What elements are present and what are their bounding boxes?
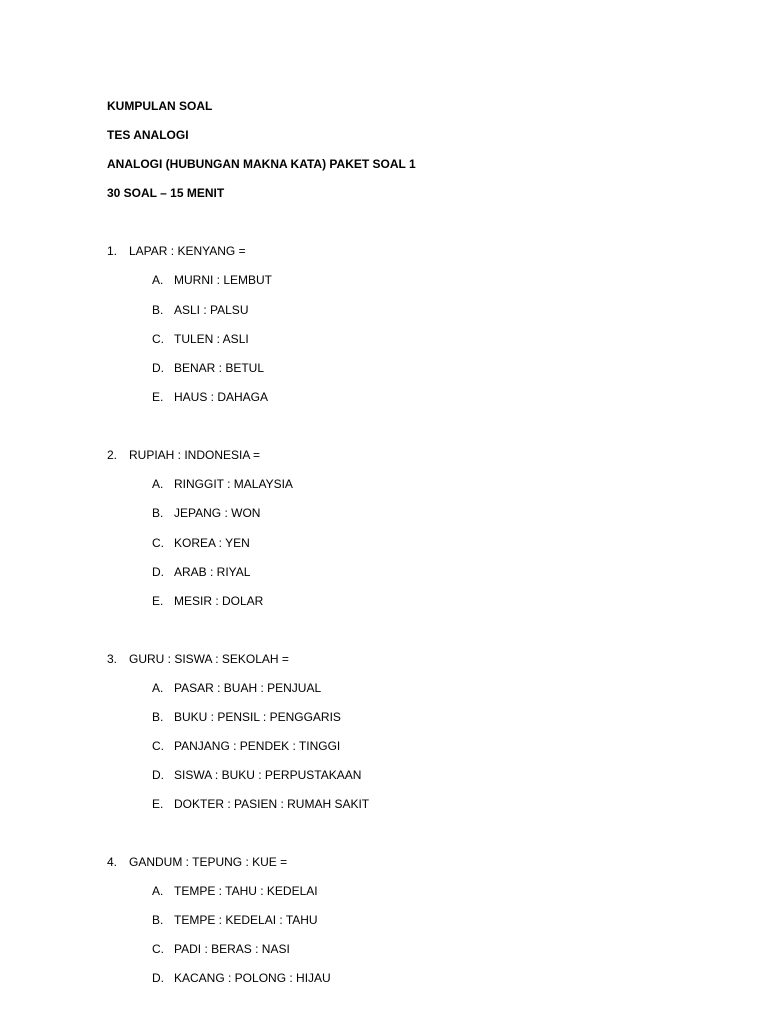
question-text: GURU : SISWA : SEKOLAH = (129, 652, 289, 666)
question-text: RUPIAH : INDONESIA = (129, 448, 261, 462)
option-letter: E. (152, 797, 164, 811)
option-text: TEMPE : KEDELAI : TAHU (174, 913, 318, 927)
option-letter: E. (152, 594, 164, 608)
option-letter: A. (152, 681, 164, 695)
option-text: BENAR : BETUL (174, 361, 265, 375)
option-letter: A. (152, 477, 164, 491)
option-1c (152, 332, 249, 346)
option-3a (152, 681, 321, 695)
option-letter: A. (152, 884, 164, 898)
option-text: SISWA : BUKU : PERPUSTAKAAN (174, 768, 362, 782)
question-1 (107, 244, 246, 258)
option-text: JEPANG : WON (174, 506, 261, 520)
option-letter: B. (152, 303, 164, 317)
option-3e (152, 797, 369, 811)
option-text: DOKTER : PASIEN : RUMAH SAKIT (174, 797, 370, 811)
option-text: RINGGIT : MALAYSIA (174, 477, 293, 491)
option-text: ASLI : PALSU (174, 303, 249, 317)
option-letter: D. (152, 768, 164, 782)
option-1e (152, 390, 268, 404)
option-3d (152, 768, 361, 782)
question-number: 4. (107, 855, 118, 869)
option-text: TEMPE : TAHU : KEDELAI (174, 884, 318, 898)
option-text: HAUS : DAHAGA (174, 390, 269, 404)
option-2d (152, 565, 250, 579)
option-letter: D. (152, 565, 164, 579)
question-number: 3. (107, 652, 118, 666)
option-text: PANJANG : PENDEK : TINGGI (174, 739, 341, 753)
option-2e (152, 594, 263, 608)
option-text: MESIR : DOLAR (174, 594, 264, 608)
option-text: KOREA : YEN (174, 536, 250, 550)
option-text: MURNI : LEMBUT (174, 273, 273, 287)
question-4 (107, 855, 287, 869)
option-2a (152, 477, 293, 491)
question-3 (107, 652, 289, 666)
option-2c (152, 536, 250, 550)
doc-title: KUMPULAN SOAL (107, 99, 213, 113)
option-letter: C. (152, 332, 164, 346)
option-letter: B. (152, 506, 164, 520)
option-letter: E. (152, 390, 164, 404)
option-4d (152, 971, 331, 985)
option-text: KACANG : POLONG : HIJAU (174, 971, 331, 985)
option-4a (152, 884, 318, 898)
option-letter: A. (152, 273, 164, 287)
question-number: 1. (107, 244, 118, 258)
option-4c (152, 942, 290, 956)
option-4b (152, 913, 318, 927)
option-text: PASAR : BUAH : PENJUAL (174, 681, 322, 695)
option-3b (152, 710, 341, 724)
question-count-time: 30 SOAL – 15 MENIT (107, 186, 225, 200)
package-title: ANALOGI (HUBUNGAN MAKNA KATA) PAKET SOAL 1 (107, 157, 416, 171)
option-text: ARAB : RIYAL (174, 565, 251, 579)
option-text: BUKU : PENSIL : PENGGARIS (174, 710, 341, 724)
option-1d (152, 361, 264, 375)
option-letter: C. (152, 739, 164, 753)
option-letter: C. (152, 942, 164, 956)
option-text: TULEN : ASLI (174, 332, 249, 346)
option-3c (152, 739, 340, 753)
question-text: GANDUM : TEPUNG : KUE = (129, 855, 288, 869)
question-2 (107, 448, 260, 462)
option-1a (152, 273, 272, 287)
option-1b (152, 303, 248, 317)
option-letter: B. (152, 710, 164, 724)
question-number: 2. (107, 448, 118, 462)
option-letter: C. (152, 536, 164, 550)
option-letter: D. (152, 361, 164, 375)
option-2b (152, 506, 260, 520)
question-text: LAPAR : KENYANG = (129, 244, 246, 258)
option-letter: D. (152, 971, 164, 985)
test-name: TES ANALOGI (107, 128, 189, 142)
option-letter: B. (152, 913, 164, 927)
option-text: PADI : BERAS : NASI (174, 942, 290, 956)
